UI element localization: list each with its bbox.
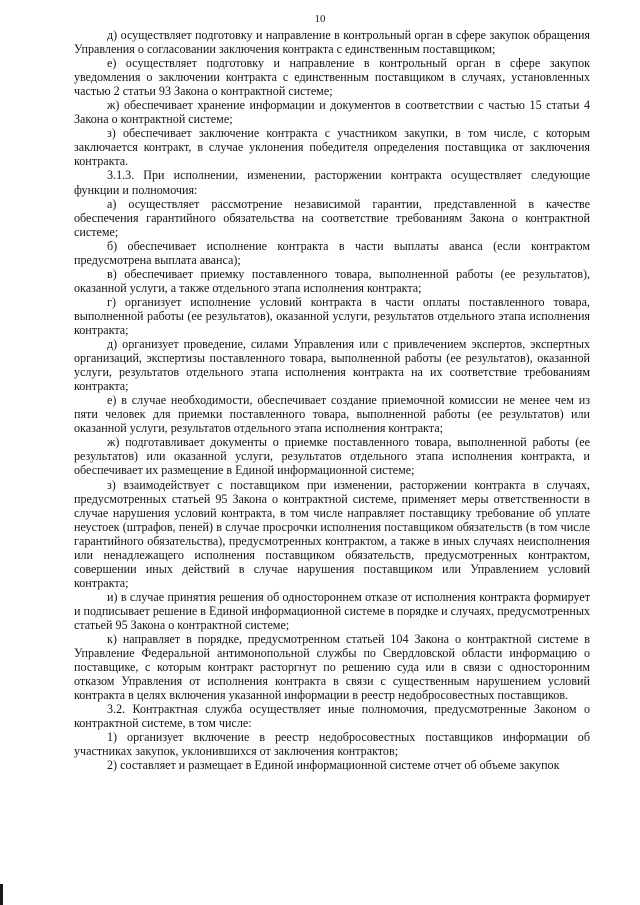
paragraph-13: з) взаимодействует с поставщиком при изменении, расторжении контракта в случаях, предусмотренных статьей 95 Закона о контрактной системе, применяет меры ответственности в случае нарушения условий контракта, в том числе направляет поставщику требование об уплате неустоек (штрафов, пеней) в случае просрочки исполнения поставщиком обязательств (в том числе гарантийного обязательства), предусмотренных контрактом, а также в иных случаях неисполнения или ненадлежащего исполнения поставщиком обязательств, предусмотренных контрактом, совершении иных действий в случае нарушения поставщиком или Управлением условий контракта; — [74, 477, 590, 590]
paragraph-1: д) осуществляет подготовку и направление в контрольный орган в сфере закупок обращения Управления о согласовании заключения контракта с единственным поставщиком; — [74, 28, 590, 57]
document-body — [74, 28, 590, 772]
paragraph-6: а) осуществляет рассмотрение независимой гарантии, представленной в качестве обеспечения гарантийного обязательства на соответствие требованиям Закона о контрактной системе; — [74, 196, 590, 239]
paragraph-11: е) в случае необходимости, обеспечивает создание приемочной комиссии не менее чем из пяти человек для приемки поставленного товара, выполненной работы (ее результатов) или оказанной услуги, результатов отдельного этапа исполнения контракта; — [74, 393, 590, 436]
paragraph-8: в) обеспечивает приемку поставленного товара, выполненной работы (ее результатов), оказанной услуги, а также отдельного этапа исполнения контракта; — [74, 266, 590, 295]
paragraph-16: 3.2. Контрактная служба осуществляет иные полномочия, предусмотренные Законом о контрактной системе, в том числе: — [74, 702, 590, 731]
paragraph-3: ж) обеспечивает хранение информации и документов в соответствии с частью 15 статьи 4 Закона о контрактной системе; — [74, 98, 590, 127]
paragraph-9: г) организует исполнение условий контракта в части оплаты поставленного товара, выполненной работы (ее результатов), оказанной услуги, результатов отдельного этапа исполнения контракта; — [74, 294, 590, 337]
scan-edge-mark — [0, 884, 3, 905]
paragraph-15: к) направляет в порядке, предусмотренном статьей 104 Закона о контрактной системе в Управление Федеральной антимонопольной службы по Свердловской области информацию о поставщике, с которым контракт расторгнут по решению суда или в связи с односторонним отказом Управления от исполнения контракта в связи с существенным нарушением условий контракта в целях включения указанной информации в реестр недобросовестных поставщиков. — [74, 632, 590, 703]
paragraph-10: д) организует проведение, силами Управления или с привлечением экспертов, экспертных организаций, экспертизы поставленного товара, выполненной работы (ее результатов), оказанной услуги, результатов отдельного этапа исполнения контракта на их соответствие требованиям контракта; — [74, 337, 590, 394]
paragraph-14: и) в случае принятия решения об одностороннем отказе от исполнения контракта формирует и подписывает решение в Единой информационной системе в порядке и случаях, предусмотренных статьей 95 Закона о контрактной системе; — [74, 589, 590, 632]
paragraph-12: ж) подготавливает документы о приемке поставленного товара, выполненной работы (ее результатов) или оказанной услуги, результатов отдельного этапа исполнения контракта, и обеспечивает их размещение в Единой информационной системе; — [74, 435, 590, 478]
paragraph-18: 2) составляет и размещает в Единой информационной системе отчет об объеме закупок — [107, 758, 560, 773]
paragraph-2: е) осуществляет подготовку и направление в контрольный орган в сфере закупок уведомления о заключении контракта с единственным поставщиком в случаях, установленных частью 2 статьи 93 Закона о контрактной системе; — [74, 56, 590, 99]
paragraph-17: 1) организует включение в реестр недобросовестных поставщиков информации об участниках закупок, уклонившихся от заключения контрактов; — [74, 730, 590, 759]
paragraph-4: з) обеспечивает заключение контракта с участником закупки, в том числе, с которым заключается контракт, в случае уклонения победителя определения поставщика от заключения контракта. — [74, 126, 590, 169]
paragraph-5: 3.1.3. При исполнении, изменении, расторжении контракта осуществляет следующие функции и полномочия: — [74, 168, 590, 197]
page-number: 10 — [314, 13, 326, 25]
paragraph-7: б) обеспечивает исполнение контракта в части выплаты аванса (если контрактом предусмотрена выплата аванса); — [74, 238, 590, 267]
